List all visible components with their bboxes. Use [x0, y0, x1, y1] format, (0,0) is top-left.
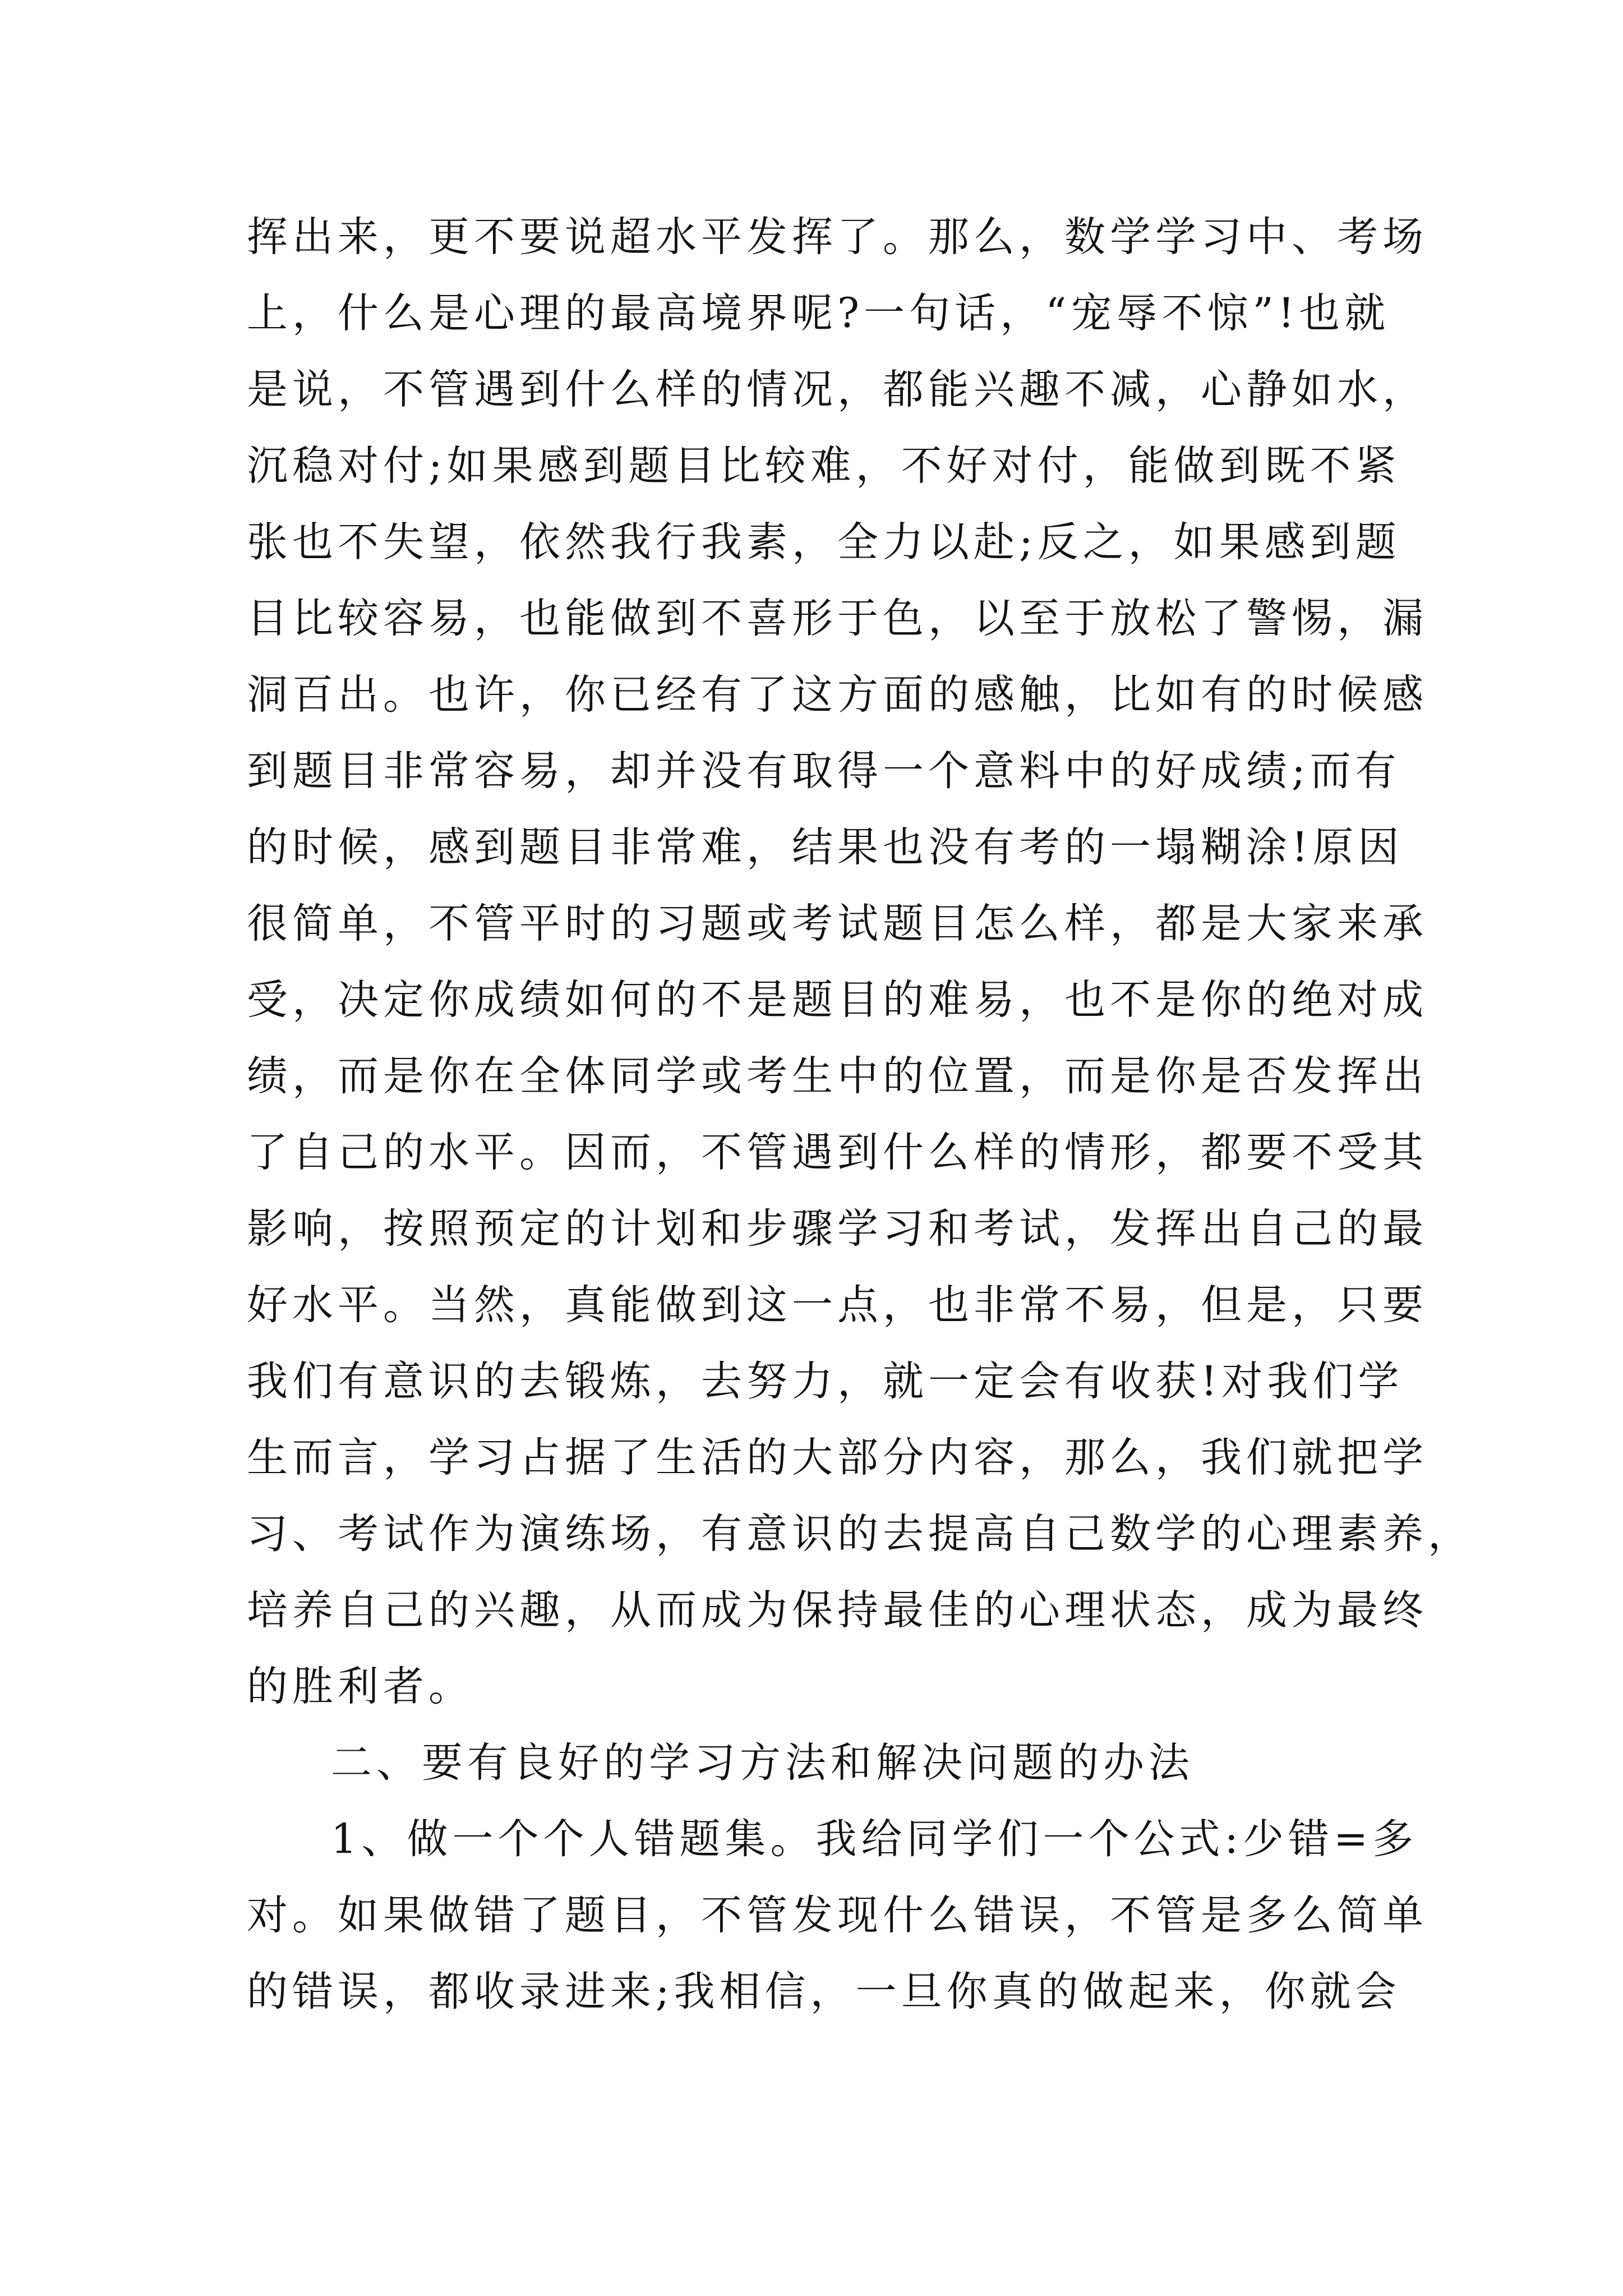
text-line: 沉稳对付;如果感到题目比较难，不好对付，能做到既不紧: [247, 442, 1401, 490]
section-heading-text: 二、要有良好的学习方法和解决问题的办法: [331, 1739, 1194, 1787]
text-line: 上，什么是心理的最高境界呢?一句话，“宠辱不惊”!也就: [247, 289, 1390, 337]
text-line: 的胜利者。: [247, 1663, 474, 1710]
text-line: 习、考试作为演练场，有意识的去提高自己数学的心理素养，: [247, 1510, 1473, 1558]
paragraph-continuation: [247, 199, 1473, 1725]
text-line: 的时候，感到题目非常难，结果也没有考的一塌糊涂!原因: [247, 823, 1404, 871]
text-line: 了自己的水平。因而，不管遇到什么样的情形，都要不受其: [247, 1129, 1428, 1176]
paragraph-item-1: [247, 1801, 1428, 2030]
text-line: 张也不失望，依然我行我素，全力以赴;反之，如果感到题: [247, 518, 1401, 566]
text-line: 培养自己的兴趣，从而成为保持最佳的心理状态，成为最终: [247, 1586, 1428, 1634]
text-line: 绩，而是你在全体同学或考生中的位置，而是你是否发挥出: [247, 1052, 1428, 1100]
text-line: 的错误，都收录进来;我相信，一旦你真的做起来，你就会: [247, 1968, 1401, 2016]
section-heading: [247, 1725, 1391, 1801]
text-line: 我们有意识的去锻炼，去努力，就一定会有收获!对我们学: [247, 1358, 1404, 1405]
text-line: 是说，不管遇到什么样的情况，都能兴趣不减，心静如水，: [247, 366, 1428, 413]
text-line: 洞百出。也许，你已经有了这方面的感触，比如有的时候感: [247, 671, 1428, 719]
text-line: 对。如果做错了题目，不管发现什么错误，不管是多么简单: [247, 1892, 1428, 1939]
text-line: 挥出来，更不要说超水平发挥了。那么，数学学习中、考场: [247, 213, 1428, 261]
text-line: 到题目非常容易，却并没有取得一个意料中的好成绩;而有: [247, 747, 1401, 795]
text-line: 好水平。当然，真能做到这一点，也非常不易，但是，只要: [247, 1281, 1428, 1329]
text-line: 目比较容易，也能做到不喜形于色，以至于放松了警惕，漏: [247, 595, 1428, 642]
text-line: 生而言，学习占据了生活的大部分内容，那么，我们就把学: [247, 1434, 1428, 1481]
text-line: 受，决定你成绩如何的不是题目的难易，也不是你的绝对成: [247, 976, 1428, 1024]
text-line: 影响，按照预定的计划和步骤学习和考试，发挥出自己的最: [247, 1205, 1428, 1253]
text-line: 1、做一个个人错题集。我给同学们一个公式:少错=多: [331, 1815, 1418, 1863]
document-body: [247, 199, 1473, 2030]
text-line: 很简单，不管平时的习题或考试题目怎么样，都是大家来承: [247, 900, 1428, 947]
